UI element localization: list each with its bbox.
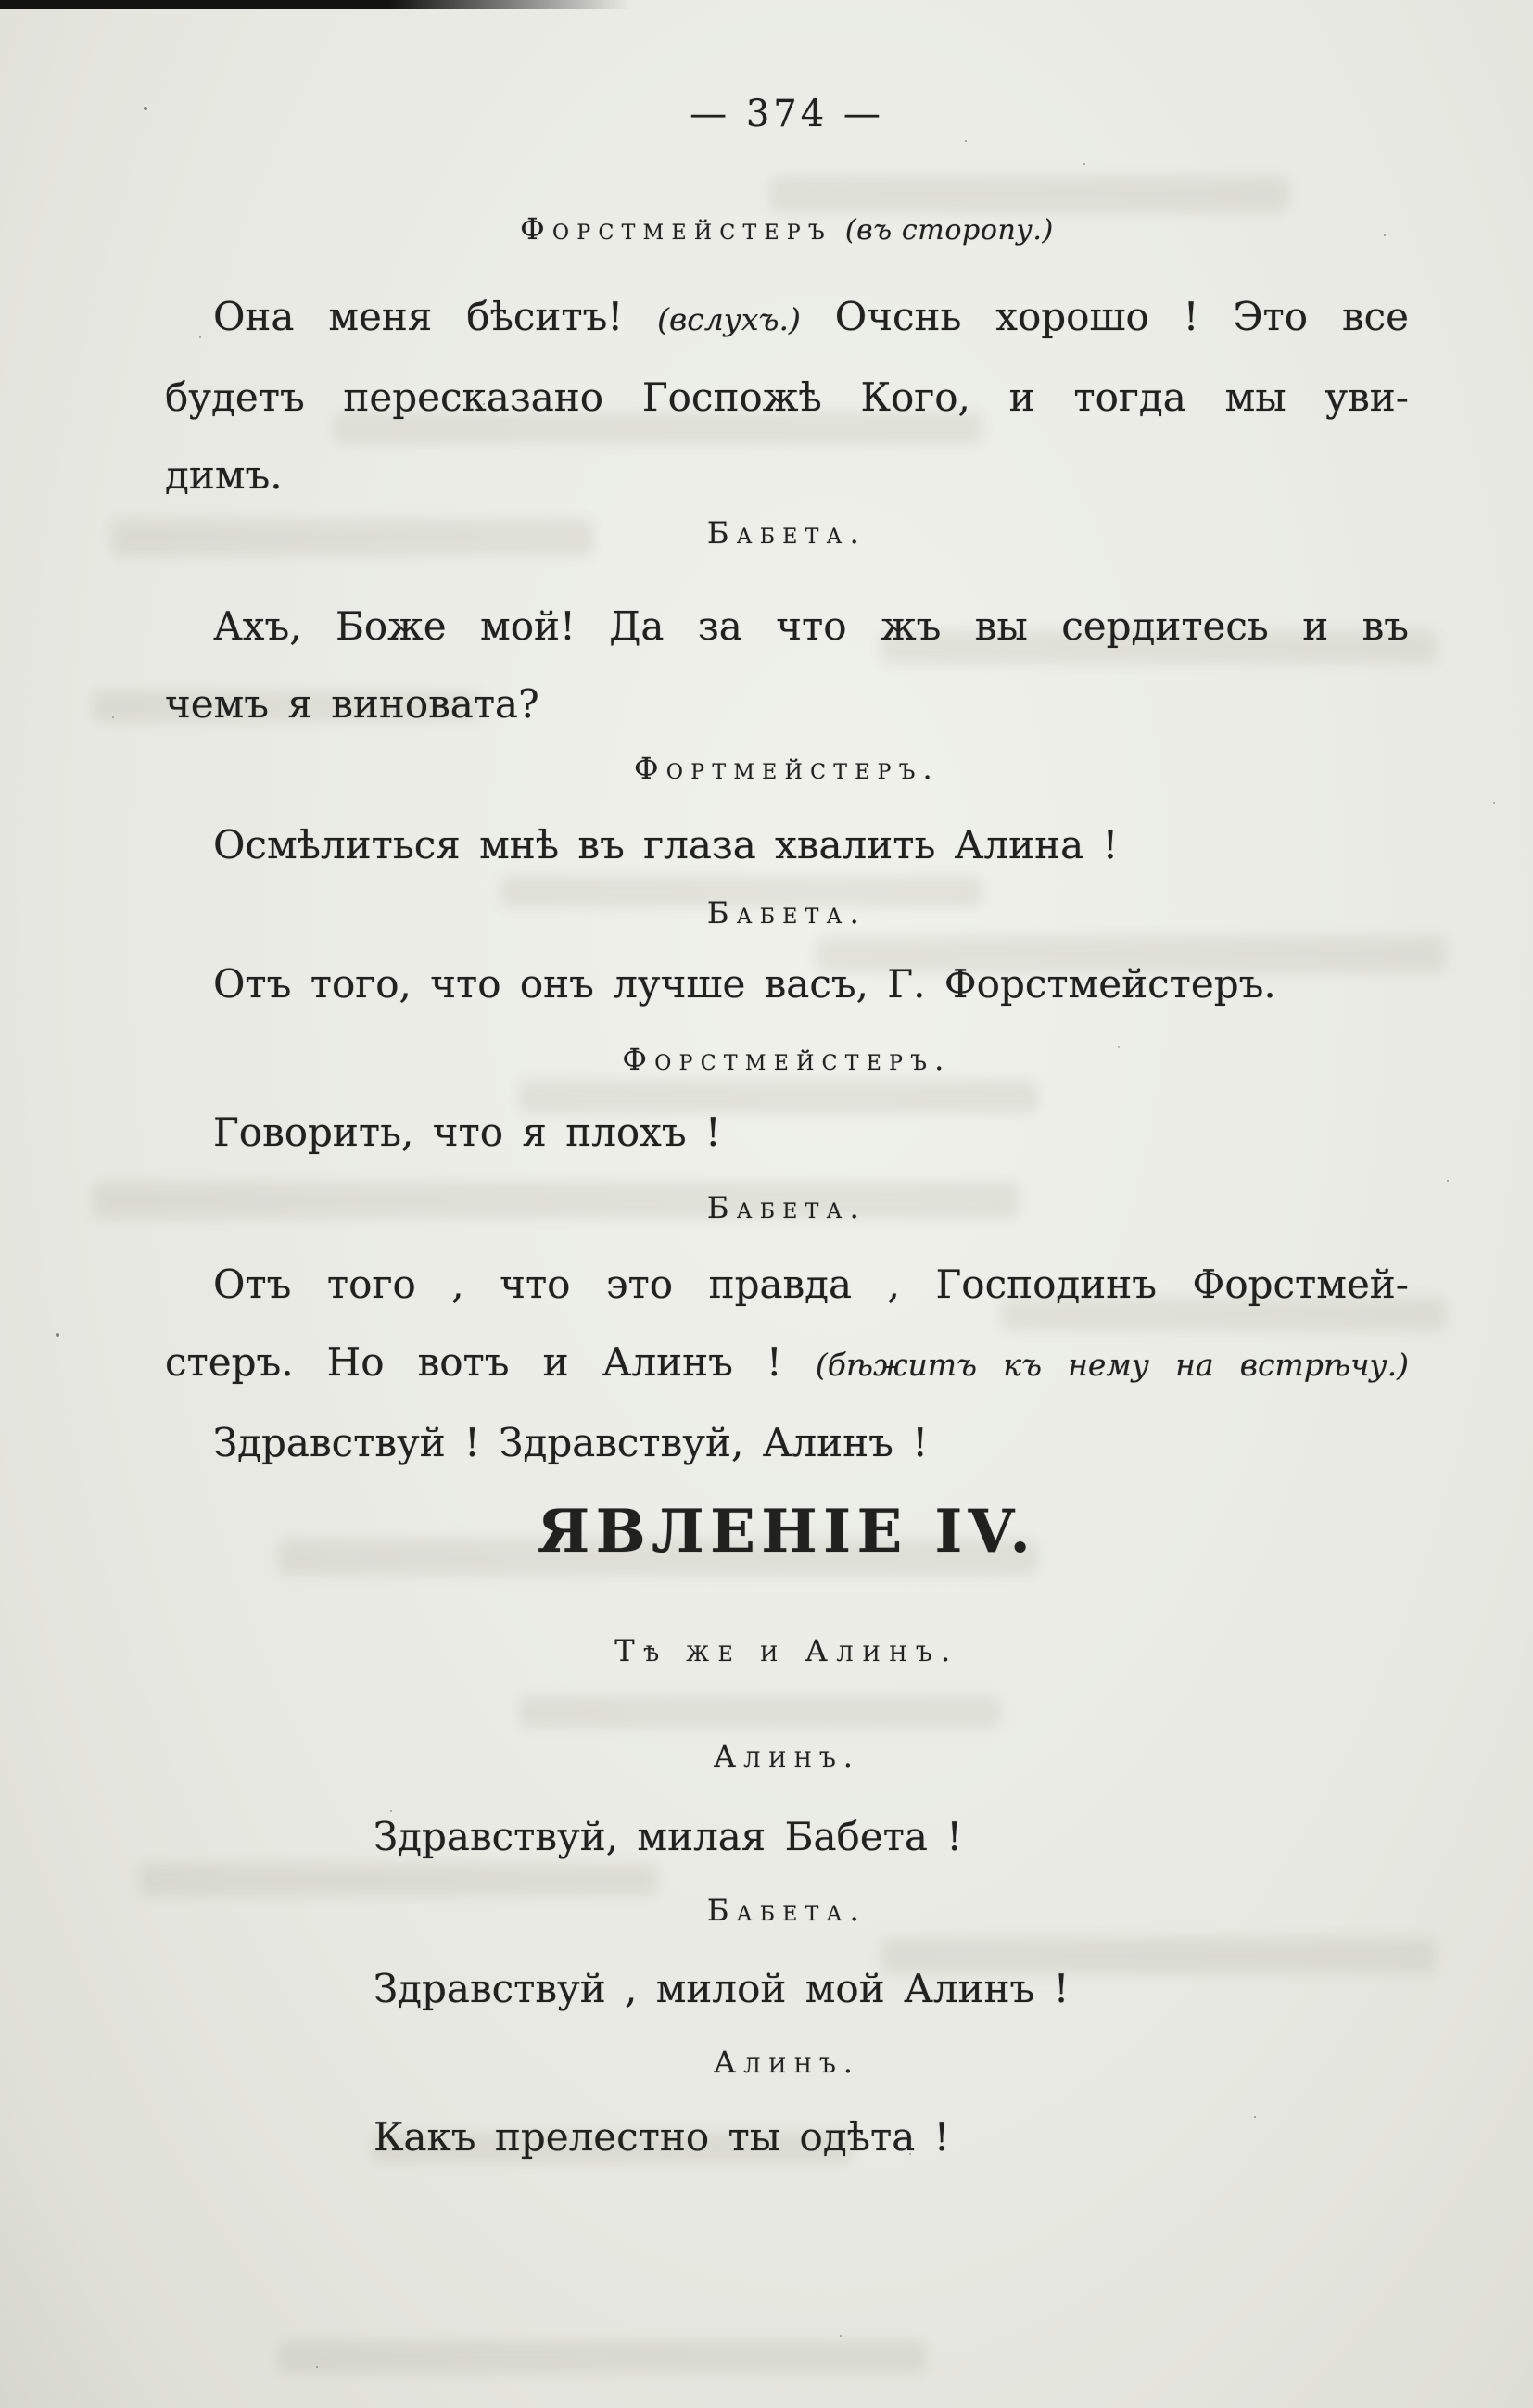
stage-direction: (въ сторопу.) [844, 214, 1054, 247]
text-block [165, 0, 1409, 2408]
speaker-heading [165, 895, 1409, 931]
speaker-heading [165, 1042, 1409, 1077]
dialogue-paragraph [165, 806, 1409, 884]
speaker-name: Бабета. [706, 1893, 868, 1928]
dialogue-line: стеръ. Но вотъ и Алинъ ! (бѣжитъ къ нему на встрѣчу.) [165, 1339, 1409, 1385]
speaker-heading [165, 751, 1409, 786]
dialogue-paragraph [165, 1798, 1409, 1876]
dialogue-line: Здравствуй ! Здравствуй, Алинъ ! [213, 1420, 929, 1465]
dialogue-line: Отъ того, что онъ лучше васъ, Г. Форстмейстеръ. [213, 961, 1276, 1007]
scene-heading: ЯВЛЕНІЕ IV. [537, 1497, 1037, 1566]
speaker-name: Алинъ. [713, 1739, 861, 1774]
speaker-heading [165, 1190, 1409, 1225]
speaker-name: Бабета. [706, 515, 868, 551]
cast-line: Тѣ же и Алинъ. [614, 1633, 959, 1668]
inline-stage-direction: (вслухъ.) [657, 301, 801, 337]
dialogue-line: будетъ пересказано Госпожѣ Кого, и тогда мы уви- [165, 374, 1409, 420]
speaker-heading [165, 1893, 1409, 1928]
dialogue-line: чемъ я виновата? [165, 681, 539, 727]
dialogue-paragraph [165, 1094, 1409, 1172]
speaker-name: Алинъ. [713, 2045, 861, 2080]
dialogue-line: Ахъ, Боже мой! Да за что жъ вы сердитесь и въ [213, 603, 1409, 649]
speaker-name: Форстмейстеръ [520, 211, 832, 247]
dialogue-paragraph [165, 588, 1409, 743]
speaker-heading [165, 211, 1409, 247]
dialogue-paragraph [165, 1246, 1409, 1482]
speaker-name: Фортмейстеръ. [633, 751, 941, 786]
dialogue-line: Она меня бѣситъ! (вслухъ.) Очснь хорошо ! Это все [213, 294, 1410, 339]
dialogue-paragraph [165, 278, 1409, 514]
inline-stage-direction: (бѣжитъ къ нему на встрѣчу.) [815, 1347, 1409, 1383]
dialogue-paragraph [165, 945, 1409, 1023]
speaker-name: Бабета. [706, 895, 868, 931]
dialogue-paragraph [165, 1950, 1409, 2028]
dialogue-line: Говорить, что я плохъ ! [213, 1109, 721, 1155]
dialogue-paragraph [165, 2098, 1409, 2176]
dialogue-line: Какъ прелестно ты одѣта ! [374, 2114, 950, 2160]
speaker-heading [165, 2045, 1409, 2080]
dialogue-line: Здравствуй , милой мой Алинъ ! [374, 1966, 1070, 2011]
speaker-heading [165, 515, 1409, 551]
speaker-name: Бабета. [706, 1190, 868, 1225]
dialogue-line: Здравствуй, милая Бабета ! [374, 1814, 963, 1859]
dialogue-line: димъ. [165, 452, 283, 498]
dialogue-line: Осмѣлиться мнѣ въ глаза хвалить Алина ! [213, 822, 1119, 868]
paper-specks [0, 0, 4, 4]
dialogue-line: Отъ того , что это правда , Господинъ Форстмей- [213, 1261, 1409, 1307]
speaker-heading [165, 1739, 1409, 1774]
page-number: — 374 — [690, 93, 884, 135]
speaker-name: Форстмейстеръ. [622, 1042, 952, 1077]
